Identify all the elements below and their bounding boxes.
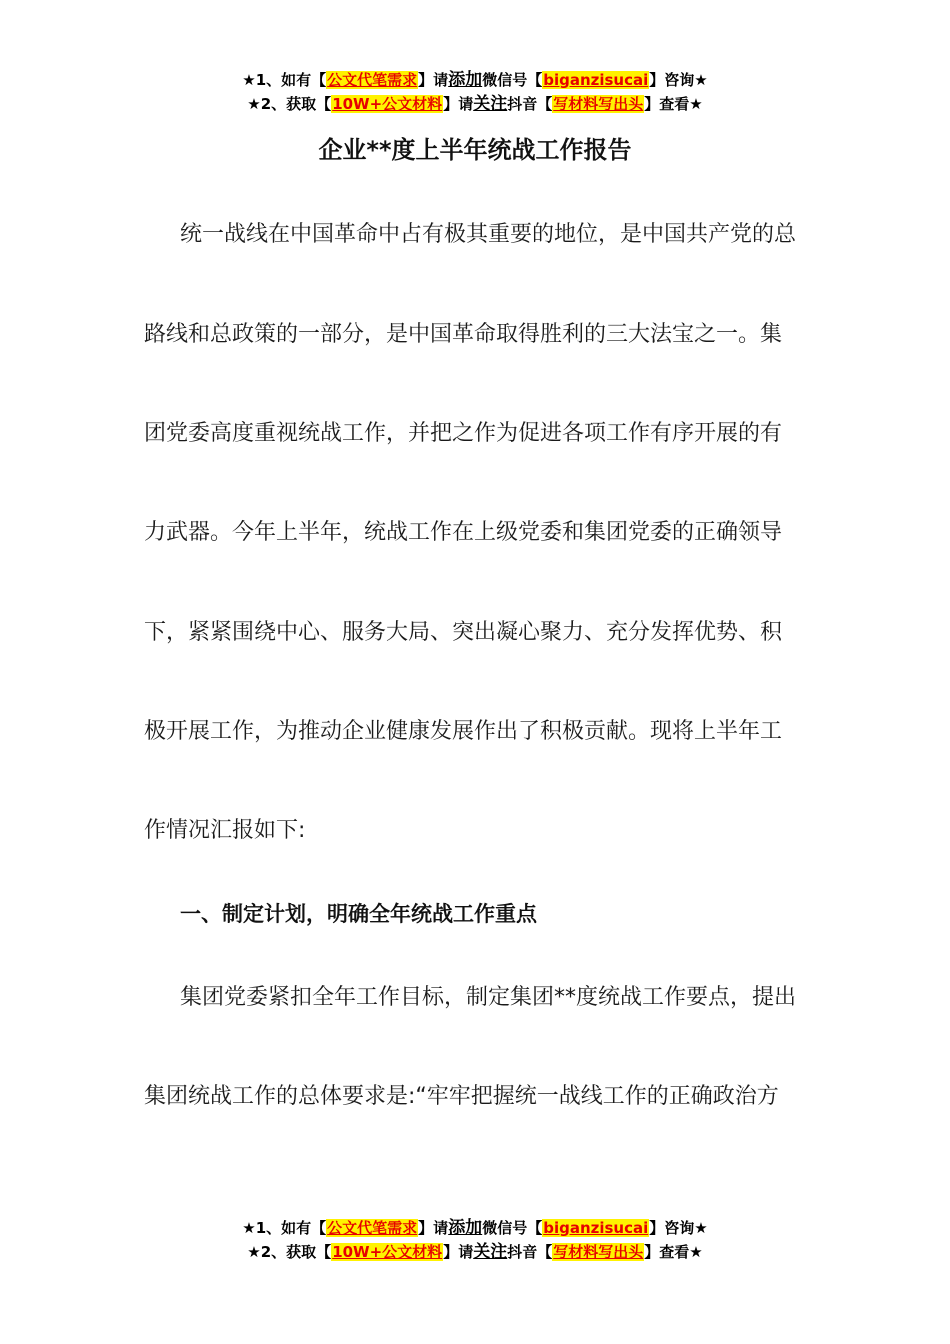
banner-line-2-prefix: ★2、获取【	[247, 95, 332, 113]
document-title: 企业**度上半年统战工作报告	[318, 136, 632, 164]
bottom-banner	[0, 1216, 950, 1264]
paragraph-1-line: 下，紧紧围绕中心、服务大局、突出凝心聚力、充分发挥优势、积	[144, 620, 783, 645]
paragraph-1-line: 力武器。今年上半年，统战工作在上级党委和集团党委的正确领导	[144, 520, 783, 545]
banner-line-2	[0, 92, 950, 116]
douyin-account: 写材料写出头	[553, 1243, 644, 1261]
add-emphasis: 添加	[448, 70, 483, 90]
service-highlight: 公文代笔需求	[327, 1219, 418, 1237]
banner-line-2-suffix: 】查看★	[644, 95, 703, 113]
banner-line-2	[0, 1240, 950, 1264]
banner-line-2-mid2: 抖音【	[507, 95, 553, 113]
top-banner	[0, 68, 950, 116]
materials-highlight: 10W+公文材料	[332, 1243, 443, 1261]
paragraph-1-line: 极开展工作，为推动企业健康发展作出了积极贡献。现将上半年工	[144, 719, 783, 744]
paragraph-1-line: 团党委高度重视统战工作，并把之作为促进各项工作有序开展的有	[144, 421, 783, 446]
banner-line-1-prefix: ★1、如有【	[242, 1219, 327, 1237]
paragraph-1-line: 统一战线在中国革命中占有极其重要的地位，是中国共产党的总	[180, 222, 797, 247]
banner-line-1-mid: 】请	[418, 71, 449, 89]
banner-line-2-suffix: 】查看★	[644, 1243, 703, 1261]
banner-line-2-prefix: ★2、获取【	[247, 1243, 332, 1261]
banner-line-1-suffix: 】咨询★	[649, 1219, 708, 1237]
banner-line-1	[0, 1216, 950, 1240]
add-emphasis: 添加	[448, 1218, 483, 1238]
wechat-id: biganzisucai	[543, 1219, 649, 1237]
paragraph-2-line: 集团统战工作的总体要求是:“牢牢把握统一战线工作的正确政治方	[144, 1084, 779, 1109]
banner-line-1-mid: 】请	[418, 1219, 449, 1237]
douyin-account: 写材料写出头	[553, 95, 644, 113]
banner-line-2-mid2: 抖音【	[507, 1243, 553, 1261]
banner-line-2-mid: 】请	[443, 95, 474, 113]
service-highlight: 公文代笔需求	[327, 71, 418, 89]
follow-emphasis: 关注	[473, 1242, 508, 1262]
section-heading: 一、制定计划，明确全年统战工作重点	[180, 902, 537, 926]
paragraph-1-line: 作情况汇报如下:	[144, 818, 306, 843]
follow-emphasis: 关注	[473, 94, 508, 114]
banner-line-1	[0, 68, 950, 92]
wechat-id: biganzisucai	[543, 71, 649, 89]
paragraph-1-line: 路线和总政策的一部分，是中国革命取得胜利的三大法宝之一。集	[144, 322, 783, 347]
materials-highlight: 10W+公文材料	[332, 95, 443, 113]
banner-line-1-prefix: ★1、如有【	[242, 71, 327, 89]
banner-line-1-suffix: 】咨询★	[649, 71, 708, 89]
banner-line-1-mid2: 微信号【	[482, 1219, 543, 1237]
banner-line-2-mid: 】请	[443, 1243, 474, 1261]
banner-line-1-mid2: 微信号【	[482, 71, 543, 89]
paragraph-2-line: 集团党委紧扣全年工作目标，制定集团**度统战工作要点，提出	[180, 985, 797, 1010]
